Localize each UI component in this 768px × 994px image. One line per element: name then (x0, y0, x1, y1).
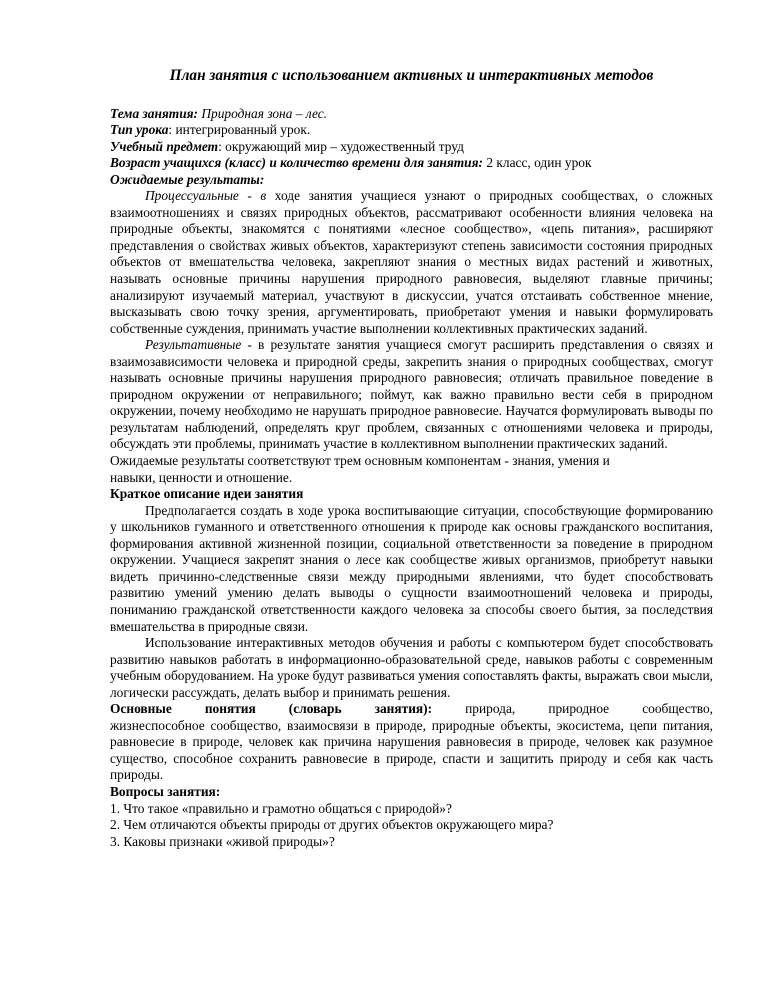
lesson-type-label: Тип урока (110, 122, 169, 138)
process-label: Процессуальные - в (145, 188, 267, 204)
results-summary-line-2: навыки, ценности и отношение. (110, 469, 293, 485)
question-item: 3. Каковы признаки «живой природы»? (110, 833, 335, 849)
age-line (110, 155, 713, 172)
process-results-paragraph (110, 188, 713, 337)
concepts-label-word: занятия): (374, 701, 433, 717)
results-summary-line-1: Ожидаемые результаты соответствуют трем основным компонентам - знания, умения и (110, 453, 610, 469)
concepts-label-word: Основные (110, 701, 172, 717)
question-item: 2. Чем отличаются объекты природы от других объектов окружающего мира? (110, 817, 554, 833)
topic-line (110, 106, 713, 123)
concepts-label-word: (словарь (288, 701, 342, 717)
subject-line (110, 139, 713, 156)
concepts-rest: жизнеспособное сообщество, взаимосвязи в природе, природные объекты, экосистема, цепи питания, равновесие в природе, человек как причина нарушения равновесия в природе, человек как разумное существо, способное сохранить равновесие в природе, спасти и защитить природу и себя как часть природы. (110, 717, 713, 783)
concepts-first-line (110, 701, 713, 718)
expected-results-heading: Ожидаемые результаты: (110, 171, 265, 187)
outcome-label: Результативные (145, 337, 242, 353)
outcome-results-paragraph (110, 337, 713, 453)
lesson-type-line (110, 122, 713, 139)
lesson-type-value: : интегрированный урок. (168, 122, 311, 138)
topic-label: Тема занятия: (110, 105, 198, 121)
questions-heading: Вопросы занятия: (110, 783, 221, 799)
idea-paragraph-1: Предполагается создать в ходе урока воспитывающие ситуации, способствующие формированию у школьников гуманного и ответственного отношения к природе как основы гражданского воспитания, формирования активной жизненной позиции, социальной ответственности за поведение в природном окружении. Учащиеся закрепят знания о лесе как сообществе живых организмов, приобретут навыки видеть причинно-следственные связи между природными явлениями, что будет способствовать развитию умений умению делать выводы о сущности взаимоотношений человека и природы, пониманию гражданской ответственности каждого человека за способы своего бытия, за последствия вмешательства в природные связи. (110, 502, 713, 634)
idea-paragraph-2: Использование интерактивных методов обучения и работы с компьютером будет способствовать развитию навыков работать в информационно-образовательной среде, навыков работы с современным учебным оборудованием. На уроке будут развиваться умения сопоставлять факты, выражать свои мысли, логически рассуждать, делать выбор и принимать решения. (110, 635, 713, 700)
document-page (110, 68, 713, 850)
age-label: Возраст учащихся (класс) и количество времени для занятия: (110, 155, 483, 171)
outcome-text: - в результате занятия учащиеся смогут расширить представления о связях и взаимозависимости человека и природной среды, закрепить знания о природных сообществах, смогут называть основные причины нарушения природного равновесия; отличать правильное поведение в природном окружении от неправильного; поймут, как важно правильно вести себя в природном окружении, почему необходимо не нарушать природное равновесие. Научатся формулировать выводы по результатам наблюдений, определять круг проблем, связанных с отношениями человека и природы, обсуждать эти проблемы, принимать участие в коллективном выполнении практических заданий. (110, 337, 713, 452)
concept-term: природа, (465, 701, 516, 717)
concepts-label-word: понятия (204, 701, 256, 717)
topic-value: Природная зона – лес. (201, 105, 328, 121)
idea-heading: Краткое описание идеи занятия (110, 486, 304, 502)
subject-label: Учебный предмет (110, 138, 219, 154)
process-text: ходе занятия учащиеся узнают о природных сообществах, о сложных взаимоотношениях и связях природных объектов, рассматривают особенности влияния человека на природные объекты, знакомятся с понятиями «лесное сообщество», «цепь питания», расширяют представления о свойствах живых объектов, характеризуют степень зависимости состояния природных объектов от вмешательства человека, закрепляют знания о местных видах растений и животных, называть основные причины нарушения природного равновесия, выделяют главные причины; анализируют изучаемый материал, участвуют в дискуссии, учатся отстаивать собственное мнение, высказывать свою точку зрения, аргументировать, приобретают умения и навыки формулировать собственные суждения, принимать участие выполнении коллективных практических заданий. (110, 188, 713, 336)
question-item: 1. Что такое «правильно и грамотно общаться с природой»? (110, 800, 452, 816)
subject-value: : окружающий мир – художественный труд (218, 138, 464, 154)
concept-term: природное (548, 701, 610, 717)
document-title: План занятия с использованием активных и интерактивных методов (169, 67, 654, 84)
age-value: 2 класс, один урок (483, 155, 592, 171)
concept-term: сообщество, (642, 701, 713, 717)
